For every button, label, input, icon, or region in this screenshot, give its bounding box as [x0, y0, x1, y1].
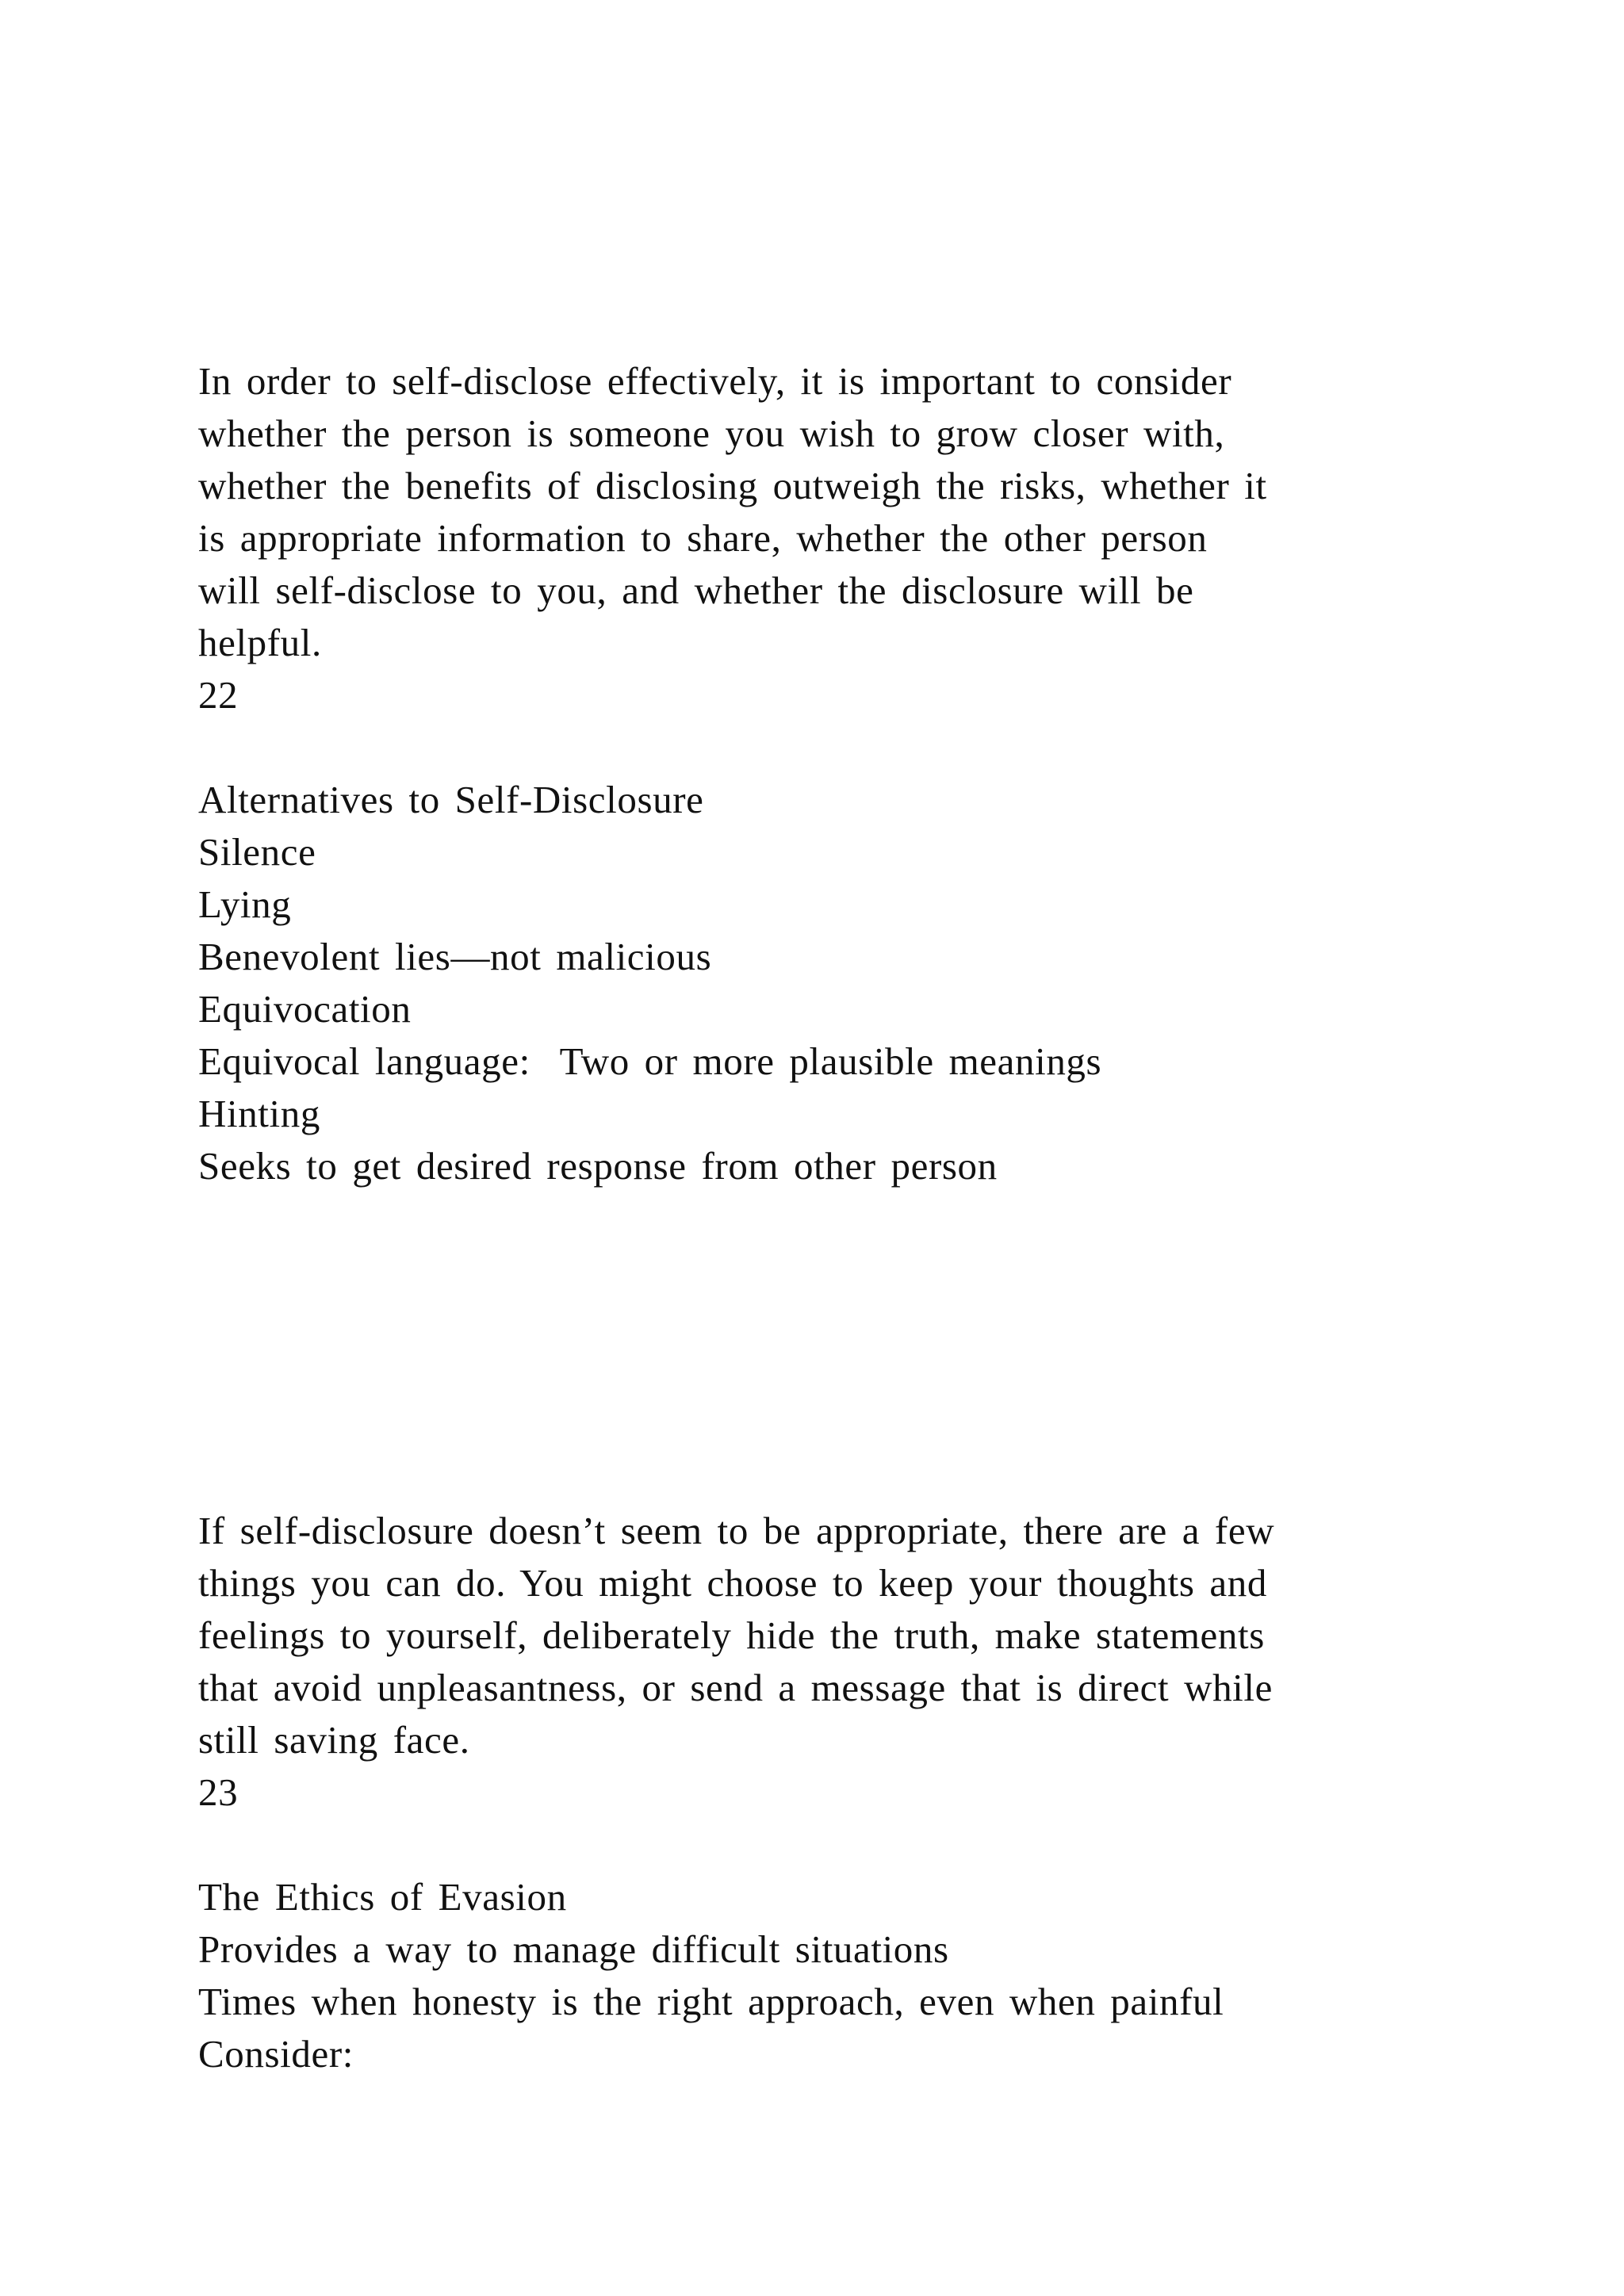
list-item: Seeks to get desired response from other person: [198, 1144, 998, 1188]
list-item: Hinting: [198, 1092, 320, 1135]
slide-number: 22: [198, 673, 239, 717]
section-heading: The Ethics of Evasion: [198, 1875, 567, 1919]
list-item: Equivocation: [198, 987, 412, 1031]
paragraph-line: things you can do. You might choose to keep your thoughts and: [198, 1561, 1267, 1605]
paragraph-line: helpful.: [198, 621, 322, 664]
paragraph-line: that avoid unpleasantness, or send a message that is direct while: [198, 1666, 1273, 1709]
paragraph-line: whether the benefits of disclosing outweigh the risks, whether it: [198, 464, 1267, 507]
list-item: Benevolent lies—not malicious: [198, 935, 712, 978]
list-item: Silence: [198, 830, 316, 874]
slide-number: 23: [198, 1770, 239, 1814]
list-item: Provides a way to manage difficult situations: [198, 1927, 949, 1971]
paragraph-line: will self-disclose to you, and whether the disclosure will be: [198, 568, 1194, 612]
list-item: Lying: [198, 882, 292, 926]
paragraph-line: is appropriate information to share, whether the other person: [198, 516, 1208, 560]
list-item: Equivocal language: Two or more plausible meanings: [198, 1039, 1102, 1083]
paragraph-line: If self-disclosure doesn’t seem to be appropriate, there are a few: [198, 1509, 1275, 1552]
section-heading: Alternatives to Self-Disclosure: [198, 778, 704, 821]
paragraph-line: still saving face.: [198, 1718, 470, 1762]
paragraph-line: In order to self-disclose effectively, it is important to consider: [198, 359, 1232, 403]
list-item: Times when honesty is the right approach, even when painful: [198, 1980, 1224, 2023]
paragraph-line: whether the person is someone you wish to grow closer with,: [198, 411, 1225, 455]
paragraph-line: feelings to yourself, deliberately hide the truth, make statements: [198, 1613, 1265, 1657]
list-item: Consider:: [198, 2032, 354, 2076]
